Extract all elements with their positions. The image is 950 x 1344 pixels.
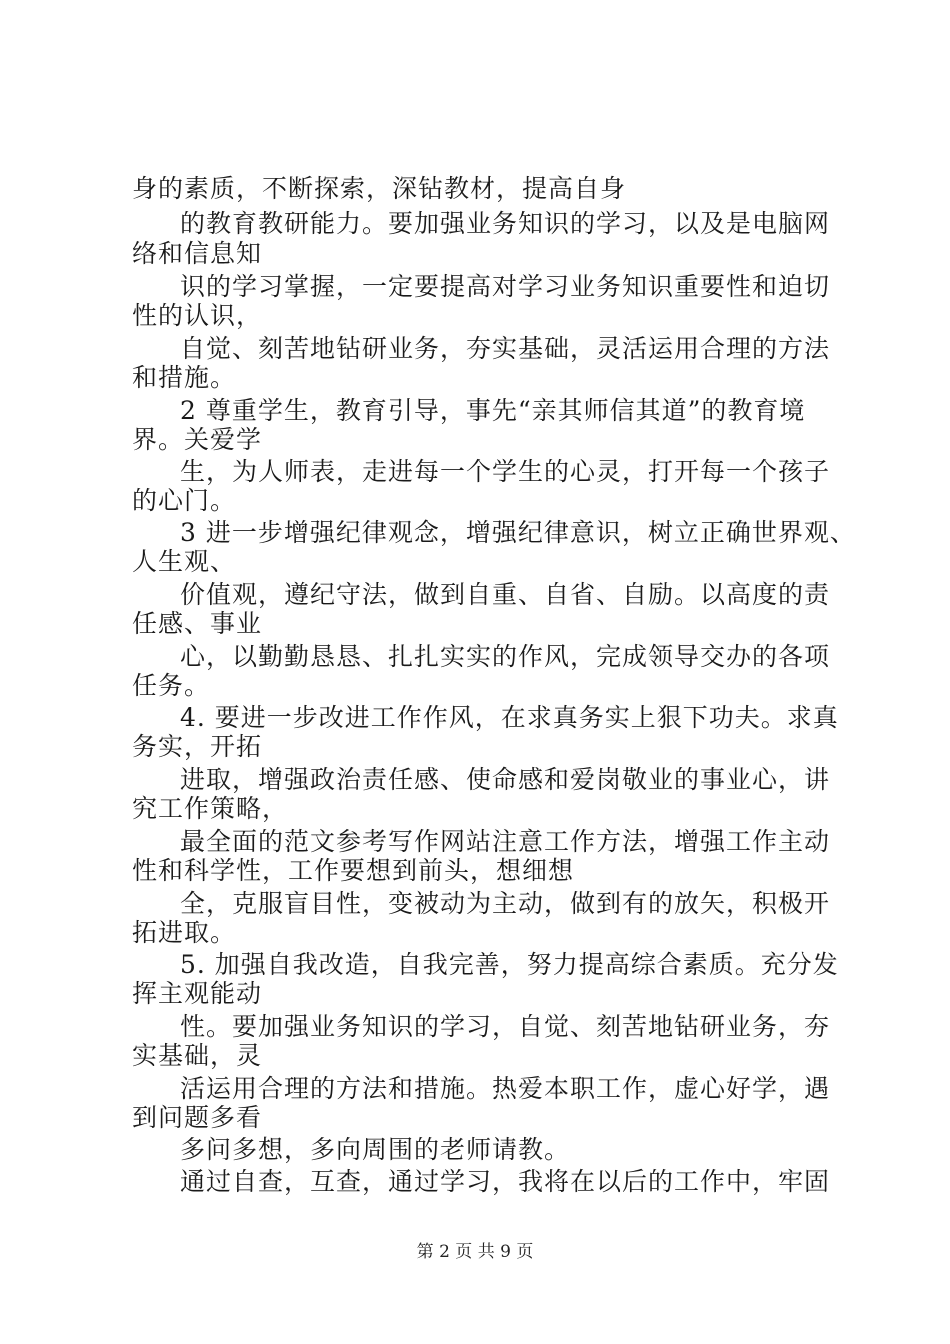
text-line: 身的素质，不断探索，深钻教材，提高自身	[132, 174, 627, 203]
text-line: 务实，开拓	[132, 732, 263, 761]
text-line: 心，以勤勤恳恳、扎扎实实的作风，完成领导交办的各项	[180, 642, 831, 671]
text-line: 进取，增强政治责任感、使命感和爱岗敬业的事业心，讲	[180, 765, 831, 794]
text-line: 任务。	[132, 671, 211, 700]
text-line: 4. 要进一步改进工作作风，在求真务实上狠下功夫。求真	[180, 703, 839, 732]
text-line: 和措施。	[132, 363, 237, 392]
text-line: 生，为人师表，走进每一个学生的心灵，打开每一个孩子	[180, 457, 831, 486]
text-line: 全，克服盲目性，变被动为主动，做到有的放矢，积极开	[180, 889, 831, 918]
text-line: 到问题多看	[132, 1103, 263, 1132]
text-line: 拓进取。	[132, 918, 237, 947]
text-line: 最全面的范文参考写作网站注意工作方法，增强工作主动	[180, 827, 831, 856]
text-line: 价值观，遵纪守法，做到自重、自省、自励。以高度的责	[180, 580, 831, 609]
text-line: 识的学习掌握，一定要提高对学习业务知识重要性和迫切	[180, 272, 831, 301]
text-line: 自觉、刻苦地钻研业务，夯实基础，灵活运用合理的方法	[180, 334, 831, 363]
page-number-footer: 第 2 页 共 9 页	[416, 1242, 534, 1262]
text-line: 界。关爱学	[132, 425, 263, 454]
text-line: 实基础，灵	[132, 1041, 263, 1070]
text-line: 络和信息知	[132, 239, 263, 268]
text-line: 性。要加强业务知识的学习，自觉、刻苦地钻研业务，夯	[180, 1012, 831, 1041]
text-line: 任感、事业	[132, 609, 263, 638]
text-line: 2 尊重学生，教育引导，事先“亲其师信其道”的教育境	[180, 396, 806, 425]
text-line: 究工作策略，	[132, 794, 289, 823]
text-line: 的教育教研能力。要加强业务知识的学习，以及是电脑网	[180, 209, 831, 238]
text-line: 活运用合理的方法和措施。热爱本职工作，虚心好学，遇	[180, 1074, 831, 1103]
text-line: 性的认识，	[132, 301, 263, 330]
text-line: 性和科学性，工作要想到前头，想细想	[132, 856, 575, 885]
text-line: 多问多想，多向周围的老师请教。	[180, 1135, 571, 1164]
text-line: 的心门。	[132, 486, 237, 515]
text-line: 3 进一步增强纪律观念，增强纪律意识，树立正确世界观、	[180, 518, 856, 547]
text-line: 人生观、	[132, 547, 237, 576]
text-line: 5. 加强自我改造，自我完善，努力提高综合素质。充分发	[180, 950, 839, 979]
text-line: 通过自查，互查，通过学习，我将在以后的工作中，牢固	[180, 1167, 831, 1196]
text-line: 挥主观能动	[132, 979, 263, 1008]
